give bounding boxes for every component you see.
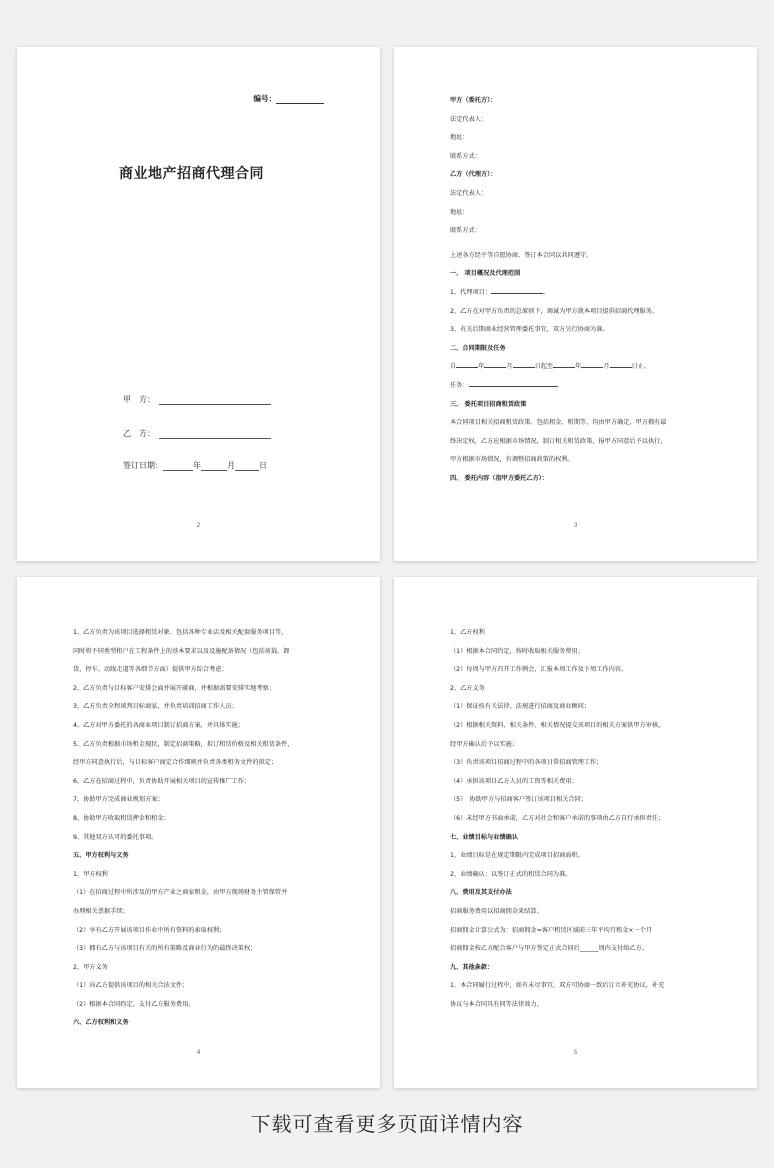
clause-line: 5、乙方负责根据市场租金现状，制定招商策略，拟订租赁价格及相关租赁条件， xyxy=(73,740,294,748)
page-number: 4 xyxy=(196,1049,201,1056)
clause-line: 2、乙方义务 xyxy=(450,684,485,692)
contract-page-2 xyxy=(17,47,380,561)
clause-line: 经甲方确认后予以实施； xyxy=(450,740,519,748)
period-blank xyxy=(484,360,506,368)
item-2: 2、乙方在对甲方负责的总原则下，竭诚为甲方就本项目提供招商代理服务。 xyxy=(450,307,659,315)
page-number: 2 xyxy=(196,522,201,529)
period-month-end: 月 xyxy=(603,363,610,371)
clause-line: 2、业绩确认：以签订正式的租赁合同为准。 xyxy=(450,870,572,878)
clause-line: （6）未经甲方书面承诺，乙方对社会和客户承诺的事项由乙方自行承担责任； xyxy=(450,814,665,822)
clause-line: （2）每周与甲方召开工作例会，汇报本周工作及下周工作内容。 xyxy=(450,666,628,674)
period-year: 年 xyxy=(478,363,485,371)
policy-line: 终决定权，乙方应根据市场情况，制订相关租赁政策，报甲方同意后予以执行， xyxy=(450,437,667,445)
section-heading: 六、乙方权利和义务 xyxy=(73,1019,129,1027)
period-day-to: 日起至 xyxy=(534,363,554,371)
clause-line: （2）根据相关资料、相关条件、相关情况提交该项目的相关方案供甲方审核， xyxy=(450,721,665,729)
party-b-signature xyxy=(123,428,271,439)
contract-page-5 xyxy=(394,577,757,1088)
page-number: 3 xyxy=(573,522,578,529)
clause-line: 2、乙方负责与目标客户安排会面并展开磋商，并根据需要安排实地考察； xyxy=(73,684,275,692)
clause-line: （2）享有乙方开展该项目作业中所有资料的索取权利； xyxy=(73,926,226,934)
task-label: 任务： xyxy=(450,381,469,389)
page-3-content xyxy=(450,92,707,488)
section-1-heading: 一、 项目概况及代理范围 xyxy=(450,270,521,278)
section-heading: 九、其他条款： xyxy=(450,963,494,971)
period-blank xyxy=(456,360,478,368)
party-a-contact: 联系方式： xyxy=(450,152,481,160)
party-a-blank xyxy=(159,395,271,405)
clause-line: 货、停车、动线走道等各细节方面）提供甲方综合考虑； xyxy=(73,666,228,674)
party-b-address: 地址： xyxy=(450,208,469,216)
day-label: 日 xyxy=(259,461,267,470)
contract-page-4 xyxy=(17,577,380,1088)
contract-page-3 xyxy=(394,47,757,561)
clause-line: 8、协助甲方收取租赁押金和租金； xyxy=(73,814,170,822)
period-day-end: 日止。 xyxy=(631,363,651,371)
item-3: 3、有关后期商业经营管理委托事宜，双方另行协商为准。 xyxy=(450,326,609,334)
clause-line: 协议与本合同具有同等法律效力。 xyxy=(450,1000,543,1008)
party-b-label: 乙 方： xyxy=(123,429,155,438)
clause-line: （1）根据本合同约定，按时收取相关服务费用； xyxy=(450,647,584,655)
period-year-end: 年 xyxy=(575,363,582,371)
contract-title: 商业地产招商代理合同 xyxy=(119,166,264,182)
party-b-legal-rep: 法定代表人： xyxy=(450,189,488,197)
preamble: 上述各方经平等自愿协商、签订本合同以共同遵守。 xyxy=(450,251,593,259)
download-more-caption: 下载可查看更多页面详情内容 xyxy=(250,1112,524,1136)
page-number: 5 xyxy=(573,1049,578,1056)
item-1-end: 。 xyxy=(543,288,550,296)
party-b-contact: 联系方式： xyxy=(450,227,481,235)
clause-line: 1、业绩目标是在规定期限内完成项目招商面积。 xyxy=(450,852,584,860)
party-b-heading: 乙方（代理方）： xyxy=(450,171,497,179)
party-a-signature xyxy=(123,394,271,405)
party-b-blank xyxy=(159,429,271,439)
contract-number xyxy=(254,93,325,104)
clause-line: 6、乙方在招商过程中，负责协助开展相关项目的宣传推广工作； xyxy=(73,777,251,785)
page-5-content xyxy=(450,624,707,1014)
clause-line: 办理相关票据手续； xyxy=(73,907,129,915)
party-a-address: 地址： xyxy=(450,134,469,142)
clause-line: 招商服务费用以招商佣金来结算。 xyxy=(450,907,543,915)
clause-line: 3、乙方负责全程谈判目标商家，并负责培训招商工作人员； xyxy=(73,703,238,711)
party-a-label: 甲 方： xyxy=(123,395,155,404)
month-label: 月 xyxy=(227,461,235,470)
item-1 xyxy=(450,284,707,303)
clause-line: （1）向乙方提供该项目的相关合法文件； xyxy=(73,982,189,990)
task-blank xyxy=(469,379,557,387)
period-blank xyxy=(553,360,575,368)
clause-line: 经甲方同意执行后，与目标客户商定合作细则并负责各类租务文件的拟定； xyxy=(73,759,278,767)
contract-number-blank xyxy=(276,95,324,104)
section-3-heading: 三、 委托项目招商租赁政策 xyxy=(450,400,527,408)
period-month: 月 xyxy=(506,363,513,371)
clause-line: （4）承担该项目乙方人员的工资等相关费用； xyxy=(450,777,578,785)
clause-line: 4、乙方对甲方委托的各商业项目制订招商方案，并具体实施； xyxy=(73,721,244,729)
clause-line: （3）负责该项目招商过程中的各项日常招商管理工作； xyxy=(450,759,603,767)
period-blank xyxy=(513,360,535,368)
section-2-heading: 二、合同期限及任务 xyxy=(450,344,506,352)
clause-line: 1、甲方权利 xyxy=(73,870,108,878)
section-heading: 五、甲方权利与义务 xyxy=(73,852,129,860)
clause-line: 9、其他双方认可的委托事项。 xyxy=(73,833,158,841)
task xyxy=(450,377,707,396)
clause-line: （2）根据本合同约定，支付乙方服务费用。 xyxy=(73,1000,195,1008)
clause-line: （5） 协助甲方与招商客户签订该项目相关合同； xyxy=(450,796,587,804)
period-blank xyxy=(581,360,603,368)
clause-line: 招商佣金按乙方配合客户与甲方签定正式合同后______周内支付给乙方。 xyxy=(450,945,648,953)
clause-line: 同时将不同类型租户在工程条件上的基本要求以及设施配备情况（包括荷载、卸 xyxy=(73,647,290,655)
contract-number-label: 编号： xyxy=(253,94,276,103)
clause-line: 1、乙方权利 xyxy=(450,629,485,636)
page-4-content xyxy=(73,624,330,1033)
sign-date-label: 签订日期： xyxy=(123,461,163,470)
party-a-legal-rep: 法定代表人： xyxy=(450,115,488,123)
period-from: 自 xyxy=(450,363,457,371)
year-label: 年 xyxy=(193,461,201,470)
clause-line: （1）保证按有关法律、法规进行招商及商业顾问； xyxy=(450,703,591,711)
period-blank xyxy=(610,360,632,368)
clause-line: 1、乙方负责为该项目选择租赁对象、包括各种专业店及相关配套服务项目等， xyxy=(73,629,288,636)
section-heading: 八、费用及其支付办法 xyxy=(450,889,512,897)
section-4-heading: 四、 委托内容（指甲方委托乙方）： xyxy=(450,474,549,482)
clause-line: （3）拥有乙方与该项目有关的所有策略及商业行为的最终决策权； xyxy=(73,945,257,953)
sign-date xyxy=(123,460,267,471)
item-1-blank xyxy=(491,286,543,294)
clause-line: （1）在招商过程中所涉及的甲方产业之商家租金，由甲方现场财务主管保管并 xyxy=(73,889,288,897)
clause-line: 1、本合同履行过程中，如有未尽事宜，双方可协商一致后订立补充协议，补充 xyxy=(450,982,665,990)
section-heading: 七、业绩目标与业绩确认 xyxy=(450,833,519,841)
task-end: 。 xyxy=(556,381,563,389)
month-blank xyxy=(201,461,227,471)
clause-line: 2、甲方义务 xyxy=(73,963,108,971)
party-a-heading: 甲方（委托方）： xyxy=(450,97,497,104)
item-1-label: 1、代理项目： xyxy=(450,288,492,296)
clause-line: 招商佣金计算公式为：招商佣金=客户租赁区域前三年平均月租金×一个月 xyxy=(450,926,653,934)
policy-line: 本合同项目相关招商租赁政策、包括租金、租期等，均由甲方确定，甲方拥有最 xyxy=(450,419,667,427)
day-blank xyxy=(235,461,259,471)
clause-line: 7、协助甲方完成商业规划方案； xyxy=(73,796,164,804)
contract-period xyxy=(450,358,707,377)
policy-line: 甲方根据市场情况，有调整招商政策的权利。 xyxy=(450,456,574,464)
year-blank xyxy=(163,461,193,471)
